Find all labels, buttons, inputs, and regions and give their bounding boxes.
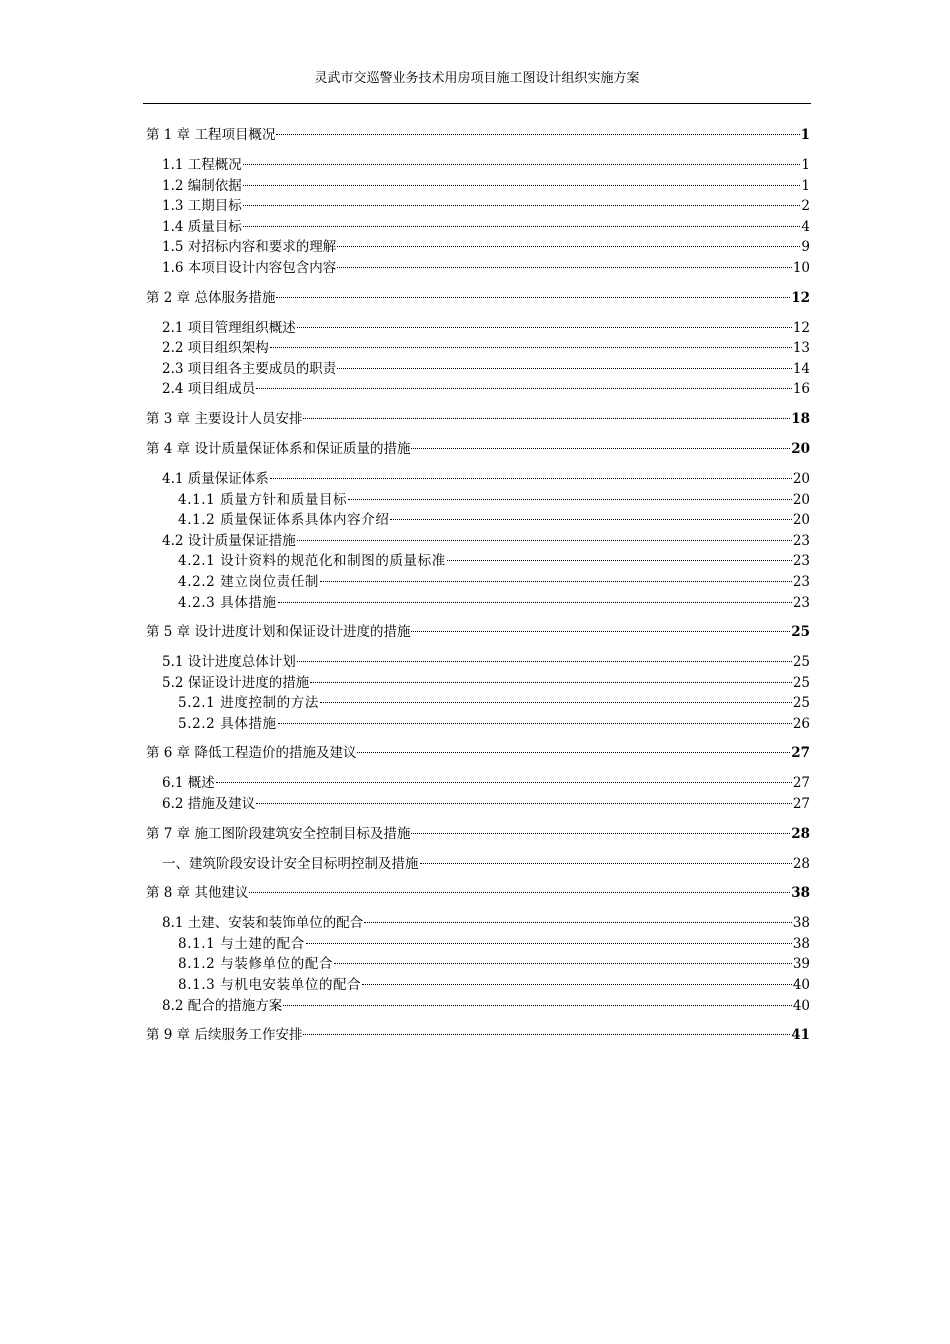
toc-entry-title: 5.1 设计进度总体计划	[162, 654, 296, 671]
toc-dot-leader	[243, 185, 801, 186]
toc-dot-leader	[348, 499, 792, 500]
toc-subsection-entry[interactable]	[146, 490, 810, 511]
toc-subsection-entry[interactable]	[146, 572, 810, 593]
toc-entry-title: 第 6 章 降低工程造价的措施及建议	[146, 745, 357, 762]
toc-dot-leader	[297, 540, 792, 541]
toc-page-number: 38	[792, 915, 810, 932]
table-of-contents	[146, 125, 810, 1055]
toc-dot-leader	[243, 164, 801, 165]
toc-page-number: 28	[792, 855, 810, 872]
toc-entry-title: 第 9 章 后续服务工作安排	[146, 1027, 303, 1044]
toc-page-number: 23	[792, 594, 810, 611]
toc-subsection-entry[interactable]	[146, 975, 810, 996]
toc-dot-leader	[270, 347, 792, 348]
toc-subsection-entry[interactable]	[146, 934, 810, 955]
toc-page-number: 12	[792, 319, 810, 336]
toc-entry-title: 4.1 质量保证体系	[162, 470, 269, 487]
toc-page-number: 38	[791, 885, 810, 902]
toc-entry-title: 8.2 配合的措施方案	[162, 997, 283, 1014]
toc-dot-leader	[256, 803, 792, 804]
toc-chapter-entry[interactable]	[146, 824, 810, 844]
toc-subsection-entry[interactable]	[146, 714, 810, 735]
toc-page-number: 25	[792, 654, 810, 671]
toc-dot-leader	[390, 519, 791, 520]
toc-dot-leader	[278, 723, 792, 724]
toc-page-number: 27	[792, 775, 810, 792]
toc-entry-title: 2.4 项目组成员	[162, 381, 256, 398]
toc-entry-title: 1.5 对招标内容和要求的理解	[162, 239, 337, 256]
toc-page-number: 25	[792, 695, 810, 712]
toc-entry-title: 8.1 土建、安装和装饰单位的配合	[162, 915, 364, 932]
toc-dot-leader	[337, 267, 792, 268]
toc-section-entry[interactable]	[146, 996, 810, 1017]
toc-page-number: 25	[792, 674, 810, 691]
toc-entry-title: 2.2 项目组织架构	[162, 340, 269, 357]
toc-dot-leader	[278, 602, 792, 603]
toc-dot-leader	[364, 922, 792, 923]
toc-entry-title: 1.2 编制依据	[162, 177, 242, 194]
toc-dot-leader	[411, 631, 790, 632]
toc-dot-leader	[411, 448, 790, 449]
toc-entry-title: 1.6 本项目设计内容包含内容	[162, 259, 337, 276]
toc-dot-leader	[357, 752, 790, 753]
toc-dot-leader	[297, 661, 792, 662]
toc-page-number: 20	[792, 512, 810, 529]
toc-entry-title: 5.2 保证设计进度的措施	[162, 674, 310, 691]
toc-entry-title: 4.1.2 质量保证体系具体内容介绍	[178, 512, 390, 529]
toc-entry-title: 第 8 章 其他建议	[146, 885, 249, 902]
toc-section-entry[interactable]	[146, 176, 810, 197]
toc-section-entry[interactable]	[146, 854, 810, 875]
toc-dot-leader	[216, 782, 792, 783]
toc-entry-title: 4.2.2 建立岗位责任制	[178, 573, 319, 590]
toc-dot-leader	[283, 1005, 792, 1006]
toc-dot-leader	[310, 682, 792, 683]
toc-entry-title: 8.1.3 与机电安装单位的配合	[178, 977, 362, 994]
toc-entry-title: 第 2 章 总体服务措施	[146, 289, 276, 306]
toc-entry-title: 第 7 章 施工图阶段建筑安全控制目标及措施	[146, 825, 411, 842]
toc-subsection-entry[interactable]	[146, 954, 810, 975]
toc-page-number: 38	[792, 935, 810, 952]
toc-chapter-entry[interactable]	[146, 409, 810, 429]
toc-entry-title: 6.1 概述	[162, 775, 215, 792]
toc-page-number: 2	[801, 198, 810, 215]
toc-entry-title: 1.4 质量目标	[162, 218, 242, 235]
toc-page-number: 20	[791, 440, 810, 457]
toc-entry-title: 第 3 章 主要设计人员安排	[146, 410, 303, 427]
toc-entry-title: 5.2.2 具体措施	[178, 715, 277, 732]
toc-chapter-entry[interactable]	[146, 1025, 810, 1045]
toc-chapter-entry[interactable]	[146, 883, 810, 903]
toc-section-entry[interactable]	[146, 913, 810, 934]
toc-dot-leader	[243, 205, 801, 206]
toc-chapter-entry[interactable]	[146, 622, 810, 642]
toc-entry-title: 第 4 章 设计质量保证体系和保证质量的措施	[146, 440, 411, 457]
toc-section-entry[interactable]	[146, 359, 810, 380]
toc-entry-title: 2.3 项目组各主要成员的职责	[162, 360, 337, 377]
toc-subsection-entry[interactable]	[146, 693, 810, 714]
toc-section-entry[interactable]	[146, 155, 810, 176]
toc-chapter-entry[interactable]	[146, 743, 810, 763]
toc-dot-leader	[320, 581, 792, 582]
toc-entry-title: 1.1 工程概况	[162, 157, 242, 173]
toc-dot-leader	[411, 833, 790, 834]
toc-page-number: 12	[791, 289, 810, 306]
toc-page-number: 18	[791, 410, 810, 427]
toc-dot-leader	[249, 892, 790, 893]
toc-page-number: 23	[792, 532, 810, 549]
toc-entry-title: 第 1 章 工程项目概况	[146, 127, 276, 143]
toc-chapter-entry[interactable]	[146, 439, 810, 459]
toc-entry-title: 5.2.1 进度控制的方法	[178, 695, 319, 712]
toc-page-number: 10	[792, 259, 810, 276]
toc-entry-title: 4.2.3 具体措施	[178, 594, 277, 611]
toc-section-entry[interactable]	[146, 217, 810, 238]
toc-page-number: 1	[801, 177, 810, 194]
toc-section-entry[interactable]	[146, 794, 810, 815]
toc-entry-title: 6.2 措施及建议	[162, 796, 256, 813]
toc-dot-leader	[276, 134, 799, 135]
toc-entry-title: 8.1.1 与土建的配合	[178, 935, 305, 952]
toc-section-entry[interactable]	[146, 258, 810, 279]
toc-entry-title: 4.2.1 设计资料的规范化和制图的质量标准	[178, 553, 446, 570]
toc-entry-title: 4.2 设计质量保证措施	[162, 532, 296, 549]
toc-section-entry[interactable]	[146, 469, 810, 490]
toc-subsection-entry[interactable]	[146, 510, 810, 531]
toc-section-entry[interactable]	[146, 773, 810, 794]
toc-dot-leader	[243, 226, 801, 227]
toc-dot-leader	[306, 943, 792, 944]
toc-page-number: 40	[792, 997, 810, 1014]
toc-subsection-entry[interactable]	[146, 593, 810, 614]
toc-dot-leader	[337, 246, 800, 247]
toc-dot-leader	[362, 984, 792, 985]
toc-page-number: 23	[792, 553, 810, 570]
toc-entry-title: 2.1 项目管理组织概述	[162, 319, 296, 336]
toc-section-entry[interactable]	[146, 379, 810, 400]
toc-page-number: 27	[792, 796, 810, 813]
toc-page-number: 1	[800, 127, 810, 143]
toc-entry-title: 一、建筑阶段安设计安全目标明控制及措施	[162, 855, 419, 872]
toc-section-entry[interactable]	[146, 652, 810, 673]
toc-section-entry[interactable]	[146, 318, 810, 339]
toc-dot-leader	[447, 560, 792, 561]
toc-page-number: 1	[801, 157, 810, 173]
toc-dot-leader	[420, 863, 792, 864]
toc-page-number: 39	[792, 956, 810, 973]
toc-page-number: 16	[792, 381, 810, 398]
toc-page-number: 23	[792, 573, 810, 590]
toc-page-number: 9	[801, 239, 810, 256]
toc-page-number: 4	[801, 218, 810, 235]
toc-dot-leader	[297, 327, 792, 328]
toc-dot-leader	[270, 478, 792, 479]
toc-page-number: 14	[792, 360, 810, 377]
toc-entry-title: 1.3 工期目标	[162, 198, 242, 215]
header-divider	[143, 103, 811, 104]
toc-dot-leader	[276, 297, 790, 298]
toc-dot-leader	[303, 1034, 790, 1035]
toc-page-number: 28	[791, 825, 810, 842]
toc-dot-leader	[337, 368, 792, 369]
toc-subsection-entry[interactable]	[146, 551, 810, 572]
toc-page-number: 27	[791, 745, 810, 762]
toc-chapter-entry[interactable]	[146, 288, 810, 308]
toc-page-number: 13	[792, 340, 810, 357]
toc-entry-title: 第 5 章 设计进度计划和保证设计进度的措施	[146, 624, 411, 641]
toc-entry-title: 4.1.1 质量方针和质量目标	[178, 491, 348, 508]
toc-page-number: 20	[792, 470, 810, 487]
toc-section-entry[interactable]	[146, 196, 810, 217]
toc-page-number: 26	[792, 715, 810, 732]
toc-dot-leader	[256, 388, 792, 389]
toc-chapter-entry[interactable]	[146, 125, 810, 145]
toc-page-number: 20	[792, 491, 810, 508]
toc-section-entry[interactable]	[146, 673, 810, 694]
toc-section-entry[interactable]	[146, 338, 810, 359]
toc-dot-leader	[320, 702, 792, 703]
toc-page-number: 41	[791, 1027, 810, 1044]
toc-dot-leader	[334, 963, 792, 964]
toc-section-entry[interactable]	[146, 531, 810, 552]
page-header: 灵武市交巡警业务技术用房项目施工图设计组织实施方案	[314, 71, 640, 86]
toc-page-number: 40	[792, 977, 810, 994]
toc-dot-leader	[303, 418, 790, 419]
toc-section-entry[interactable]	[146, 237, 810, 258]
toc-entry-title: 8.1.2 与装修单位的配合	[178, 956, 334, 973]
toc-page-number: 25	[791, 624, 810, 641]
